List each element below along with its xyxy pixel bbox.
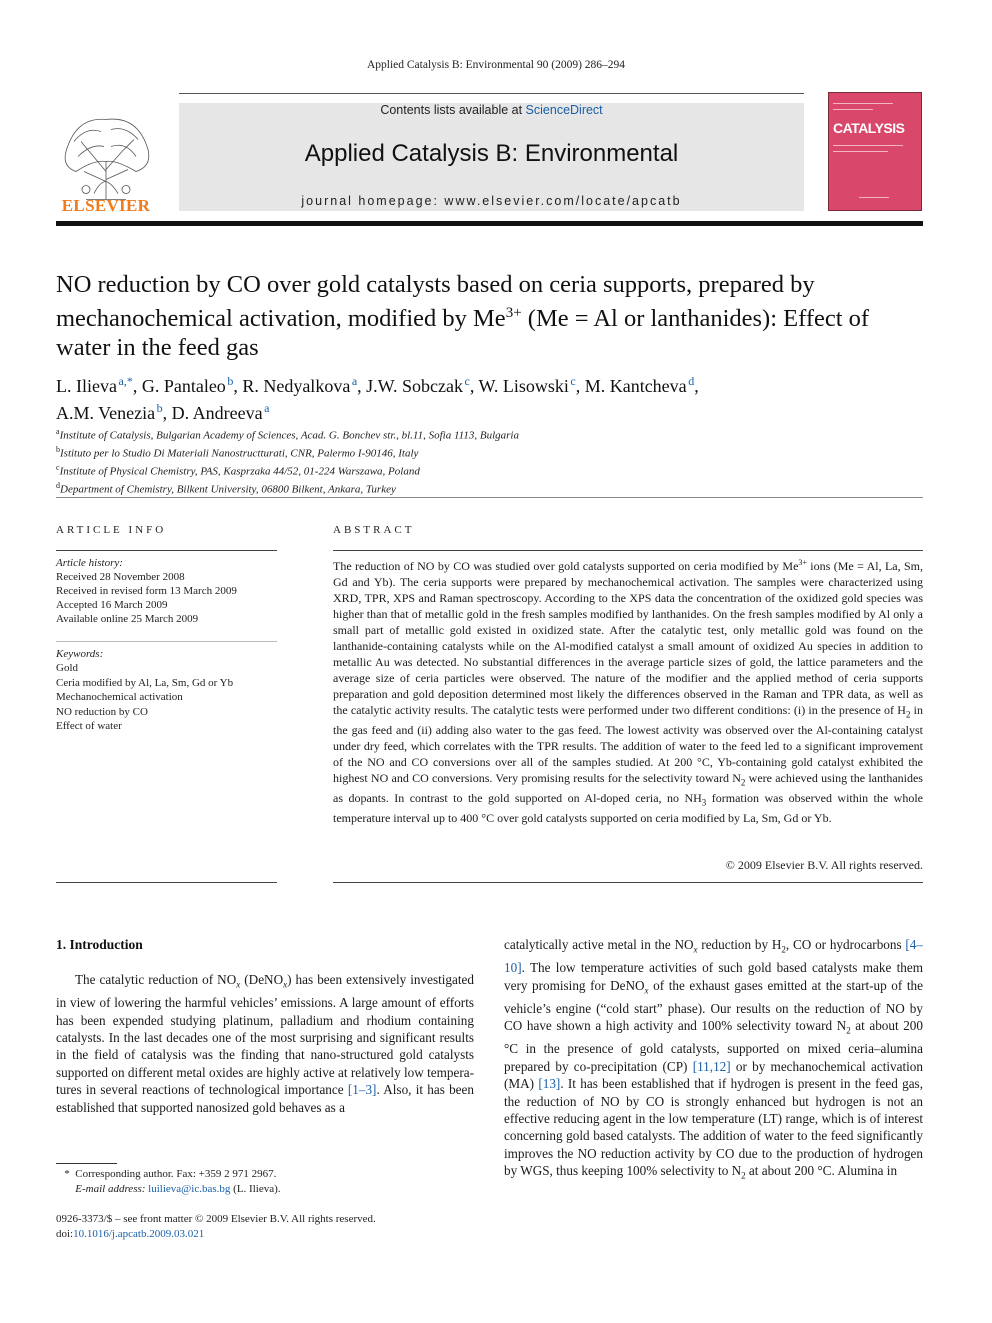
- affiliation: [56, 443, 926, 461]
- author-separator: ,: [694, 376, 699, 396]
- email-label: E-mail address:: [75, 1183, 146, 1195]
- journal-title: Applied Catalysis B: Environmental: [304, 140, 679, 167]
- doi-prefix: doi:: [56, 1228, 74, 1240]
- affiliation-key: d: [56, 481, 60, 491]
- section-heading-introduction: 1. Introduction: [56, 937, 143, 952]
- author-separator: ,: [233, 376, 243, 396]
- title-superscript: 3+: [505, 305, 522, 321]
- affiliation-text: Istituto per lo Studio Di Materiali Nanostructturati, CNR, Palermo I-90146, Italy: [60, 447, 419, 460]
- author-name: W. Lisowski: [478, 376, 569, 396]
- author: [479, 376, 585, 396]
- author-name: A.M. Venezia: [56, 403, 156, 423]
- history-item: Available online 25 March 2009: [56, 613, 199, 625]
- contents-availability: [179, 103, 804, 117]
- author-affiliation-link[interactable]: c: [570, 374, 576, 388]
- cover-decoration: [833, 151, 888, 152]
- footnote-text: Corresponding author. Fax: +359 2 971 2967.: [75, 1168, 277, 1180]
- citation-link[interactable]: [4–10]: [504, 937, 923, 976]
- affiliation-key: b: [56, 445, 60, 455]
- issn-line: 0926-3373/$ – see front matter © 2009 Elsevier B.V. All rights reserved.: [56, 1213, 376, 1225]
- doi-line: [56, 1227, 486, 1242]
- author-name: J.W. Sobczak: [366, 376, 463, 396]
- article-info-heading: ARTICLE INFO: [56, 524, 167, 536]
- doi-link[interactable]: 10.1016/j.apcatb.2009.03.021: [73, 1228, 205, 1240]
- journal-cover-image: [828, 92, 922, 211]
- author-separator: ,: [162, 403, 172, 423]
- history-item: Received in revised form 13 March 2009: [56, 585, 237, 597]
- footnote-line: [56, 1182, 486, 1197]
- affiliation-text: Department of Chemistry, Bilkent University, 06800 Bilkent, Ankara, Turkey: [60, 484, 396, 497]
- footnote-rule: [56, 1163, 117, 1164]
- author-affiliation-link[interactable]: d: [688, 374, 695, 388]
- article-title: [56, 270, 926, 362]
- author: [56, 403, 172, 423]
- keyword: Ceria modified by Al, La, Sm, Gd or Yb: [56, 676, 234, 689]
- citation-link[interactable]: [1–3]: [347, 1082, 377, 1098]
- author-name: G. Pantaleo: [141, 376, 226, 396]
- abstract-text: The reduction of NO by CO was studied over gold catalysts supported on ceria modified by $Me^{3+}$ ions (Me = Al, La, Sm, Gd and Yb). The ceria supports were prepared by mechanochemical activation. The samples were characterized using XRD, TPR, XPS and Raman spectroscopy. According to the XPS data the concentration of the oxidized gold species was higher than that of metallic gold in the fresh samples modified by lanthanides. On the fresh samples modified by Al only a small part of metallic gold existed in oxidized state. After the catalytic test, only metallic gold was found on the lanthanide-containing catalysts while on the Al-modified catalyst a small amount of oxidized Au species in addition to metallic Au was detected. No substantial differences in the average particle sizes of gold, the lattice parameters and the average size of ceria particles were observed. The nature of the modifier and the applied method of ceria supports preparation and gold deposition determined most likely the differences observed in the Raman and TPR data, as well as the catalytic activity results. The catalytic tests were performed under two different conditions: (i) in the presence of $H_2$ in the gas feed and (ii) adding also water to the gas feed. The lowest activity was observed over the Al-containing catalyst under dry feed, which correlates with the TPR results. The addition of water to the feed led to a significant improvement of the NO and CO conversions over all of the samples studied. At 200 °C, Yb-containing gold catalyst exhibited the highest NO and CO conversions. Very promising results for the selectivity toward $N_2$ were achieved using the lanthanides as dopants. In contrast to the gold supported on Al-doped ceria, no $NH_3$ formation was observed within the whole temperature interval up to 400 °C over gold catalysts supported on ceria modified by La, Sm, Gd or Yb.: [333, 558, 924, 826]
- citation-link[interactable]: [13]: [538, 1076, 561, 1092]
- email-suffix: (L. Ilieva).: [230, 1183, 281, 1195]
- author-separator: ,: [575, 376, 585, 396]
- author-separator: ,: [357, 376, 367, 396]
- keyword: NO reduction by CO: [56, 705, 148, 718]
- journal-citation: Applied Catalysis B: Environmental 90 (2009) 286–294: [366, 59, 626, 71]
- email-link[interactable]: luilieva@ic.bas.bg: [148, 1183, 231, 1195]
- abstract-heading: ABSTRACT: [333, 524, 415, 536]
- divider: [333, 882, 923, 883]
- corresponding-author-footnote: [56, 1167, 486, 1197]
- cover-decoration: [859, 197, 889, 198]
- keyword: Gold: [56, 662, 78, 675]
- imprint: [56, 1212, 486, 1242]
- author-name: R. Nedyalkova: [242, 376, 351, 396]
- affiliation-list: [56, 425, 926, 498]
- author-name: M. Kantcheva: [584, 376, 687, 396]
- keywords-label: Keywords:: [56, 648, 104, 660]
- author: [366, 376, 478, 396]
- author-affiliation-link[interactable]: a: [351, 374, 358, 388]
- keyword: Effect of water: [56, 720, 122, 733]
- divider: [56, 497, 923, 498]
- affiliation-text: Institute of Catalysis, Bulgarian Academy of Sciences, Acad. G. Bonchev str., bl.11, Sofia 1113, Bulgaria: [59, 429, 519, 442]
- title-text: NO reduction by CO over gold catalysts based on ceria supports, prepared by mechanochemical activation, modified by Me: [56, 271, 815, 333]
- body-column-left: The catalytic reduction of $NO_x$ (DeNO$_x$) has been extensively investigated in view of lowering the harmful vehicles’ emissions. A large amount of efforts has been expended studying platinum, palladium and rhodium containing catalysts. In the last decades one of the most surprising and significant results in the field of catalysis was the finding that nano-structured gold catalysts supported on different metal oxides are highly active at relatively low tempera-tures in several reactions of technological importance [1–3]. Also, it has been established that supported nanosized gold behaves as a: [56, 972, 474, 1115]
- history-label: Article history:: [56, 557, 123, 569]
- footnote-line: * Corresponding author. Fax: +359 2 971 2967.: [56, 1168, 277, 1180]
- elsevier-wordmark: ELSEVIER: [61, 196, 151, 215]
- divider: [333, 550, 923, 551]
- keyword: Mechanochemical activation: [56, 691, 183, 704]
- affiliation-key: a: [56, 427, 60, 436]
- author-affiliation-link[interactable]: a: [264, 401, 270, 415]
- author-list: [56, 370, 926, 424]
- author-separator: ,: [469, 376, 479, 396]
- title-text-end: (Me = Al or lanthanides): Effect of water in the feed gas: [56, 305, 870, 362]
- history-item: Received 28 November 2008: [56, 571, 185, 583]
- divider: [56, 882, 277, 883]
- banner-top-rule: [179, 93, 804, 94]
- contents-prefix: Contents lists available at: [380, 103, 526, 117]
- copyright-notice: © 2009 Elsevier B.V. All rights reserved.: [725, 858, 923, 872]
- journal-homepage[interactable]: journal homepage: www.elsevier.com/locate/apcatb: [301, 194, 682, 208]
- history-item: Accepted 16 March 2009: [56, 599, 168, 611]
- affiliation: [56, 461, 926, 479]
- header-rule: [56, 221, 923, 226]
- cover-decoration: [833, 145, 903, 146]
- author: [172, 403, 270, 423]
- author-separator: ,: [132, 376, 142, 396]
- body-column-right: catalytically active metal in the $NO_x$ reduction by $H_2$, CO or hydrocarbons [4–10]. The low temperature activities of such gold based catalysts make them very promising for DeNO$_x$ of the exhaust gases emitted at the start-up of the vehicle’s engine (“cold start” phase). Our results on the reduction of NO by CO have shown a high activity and 100% selectivity toward $N_2$ at about 200 °C in the presence of gold catalysts, supported on mixed ceria–alumina prepared by co-precipitation (CP) [11,12] or by mechanochemical activation (MA) [13]. It has been established that if hydrogen is present in the feed gas, the reduction of NO by CO is strongly enhanced but hydrogen is not an effective reducing agent in the low temperature (LT) range, which is of interest concerning gold based catalysts. The addition of water to the feed significantly improves the NO reduction activity by CO due to the production of hydrogen by WGS, thus keeping 100% selectivity to $N_2$ at about 200 °C. Alumina in: [504, 937, 923, 1181]
- sciencedirect-link[interactable]: ScienceDirect: [525, 103, 603, 117]
- author-affiliation-link[interactable]: b: [156, 401, 163, 415]
- author: [242, 376, 366, 396]
- author-name: D. Andreeva: [171, 403, 263, 423]
- divider: [56, 641, 277, 642]
- affiliation: [56, 479, 926, 497]
- article-history: [56, 556, 277, 626]
- cover-decoration: [833, 103, 893, 104]
- affiliation-text: Institute of Physical Chemistry, PAS, Kasprzaka 44/52, 01-224 Warszawa, Poland: [59, 465, 420, 478]
- author: [56, 376, 142, 396]
- author-affiliation-link[interactable]: b: [227, 374, 234, 388]
- affiliation-key: c: [56, 463, 60, 473]
- keywords: [56, 647, 277, 733]
- cover-decoration: [833, 109, 873, 110]
- cover-title: CATALYSIS: [833, 120, 905, 136]
- author-affiliation-link[interactable]: c: [464, 374, 470, 388]
- author: [142, 376, 243, 396]
- author-affiliation-link[interactable]: a,*: [118, 374, 133, 388]
- citation-link[interactable]: [11,12]: [692, 1058, 731, 1074]
- author-name: L. Ilieva: [56, 376, 117, 396]
- divider: [56, 550, 277, 551]
- author: [585, 376, 699, 396]
- affiliation: [56, 425, 926, 443]
